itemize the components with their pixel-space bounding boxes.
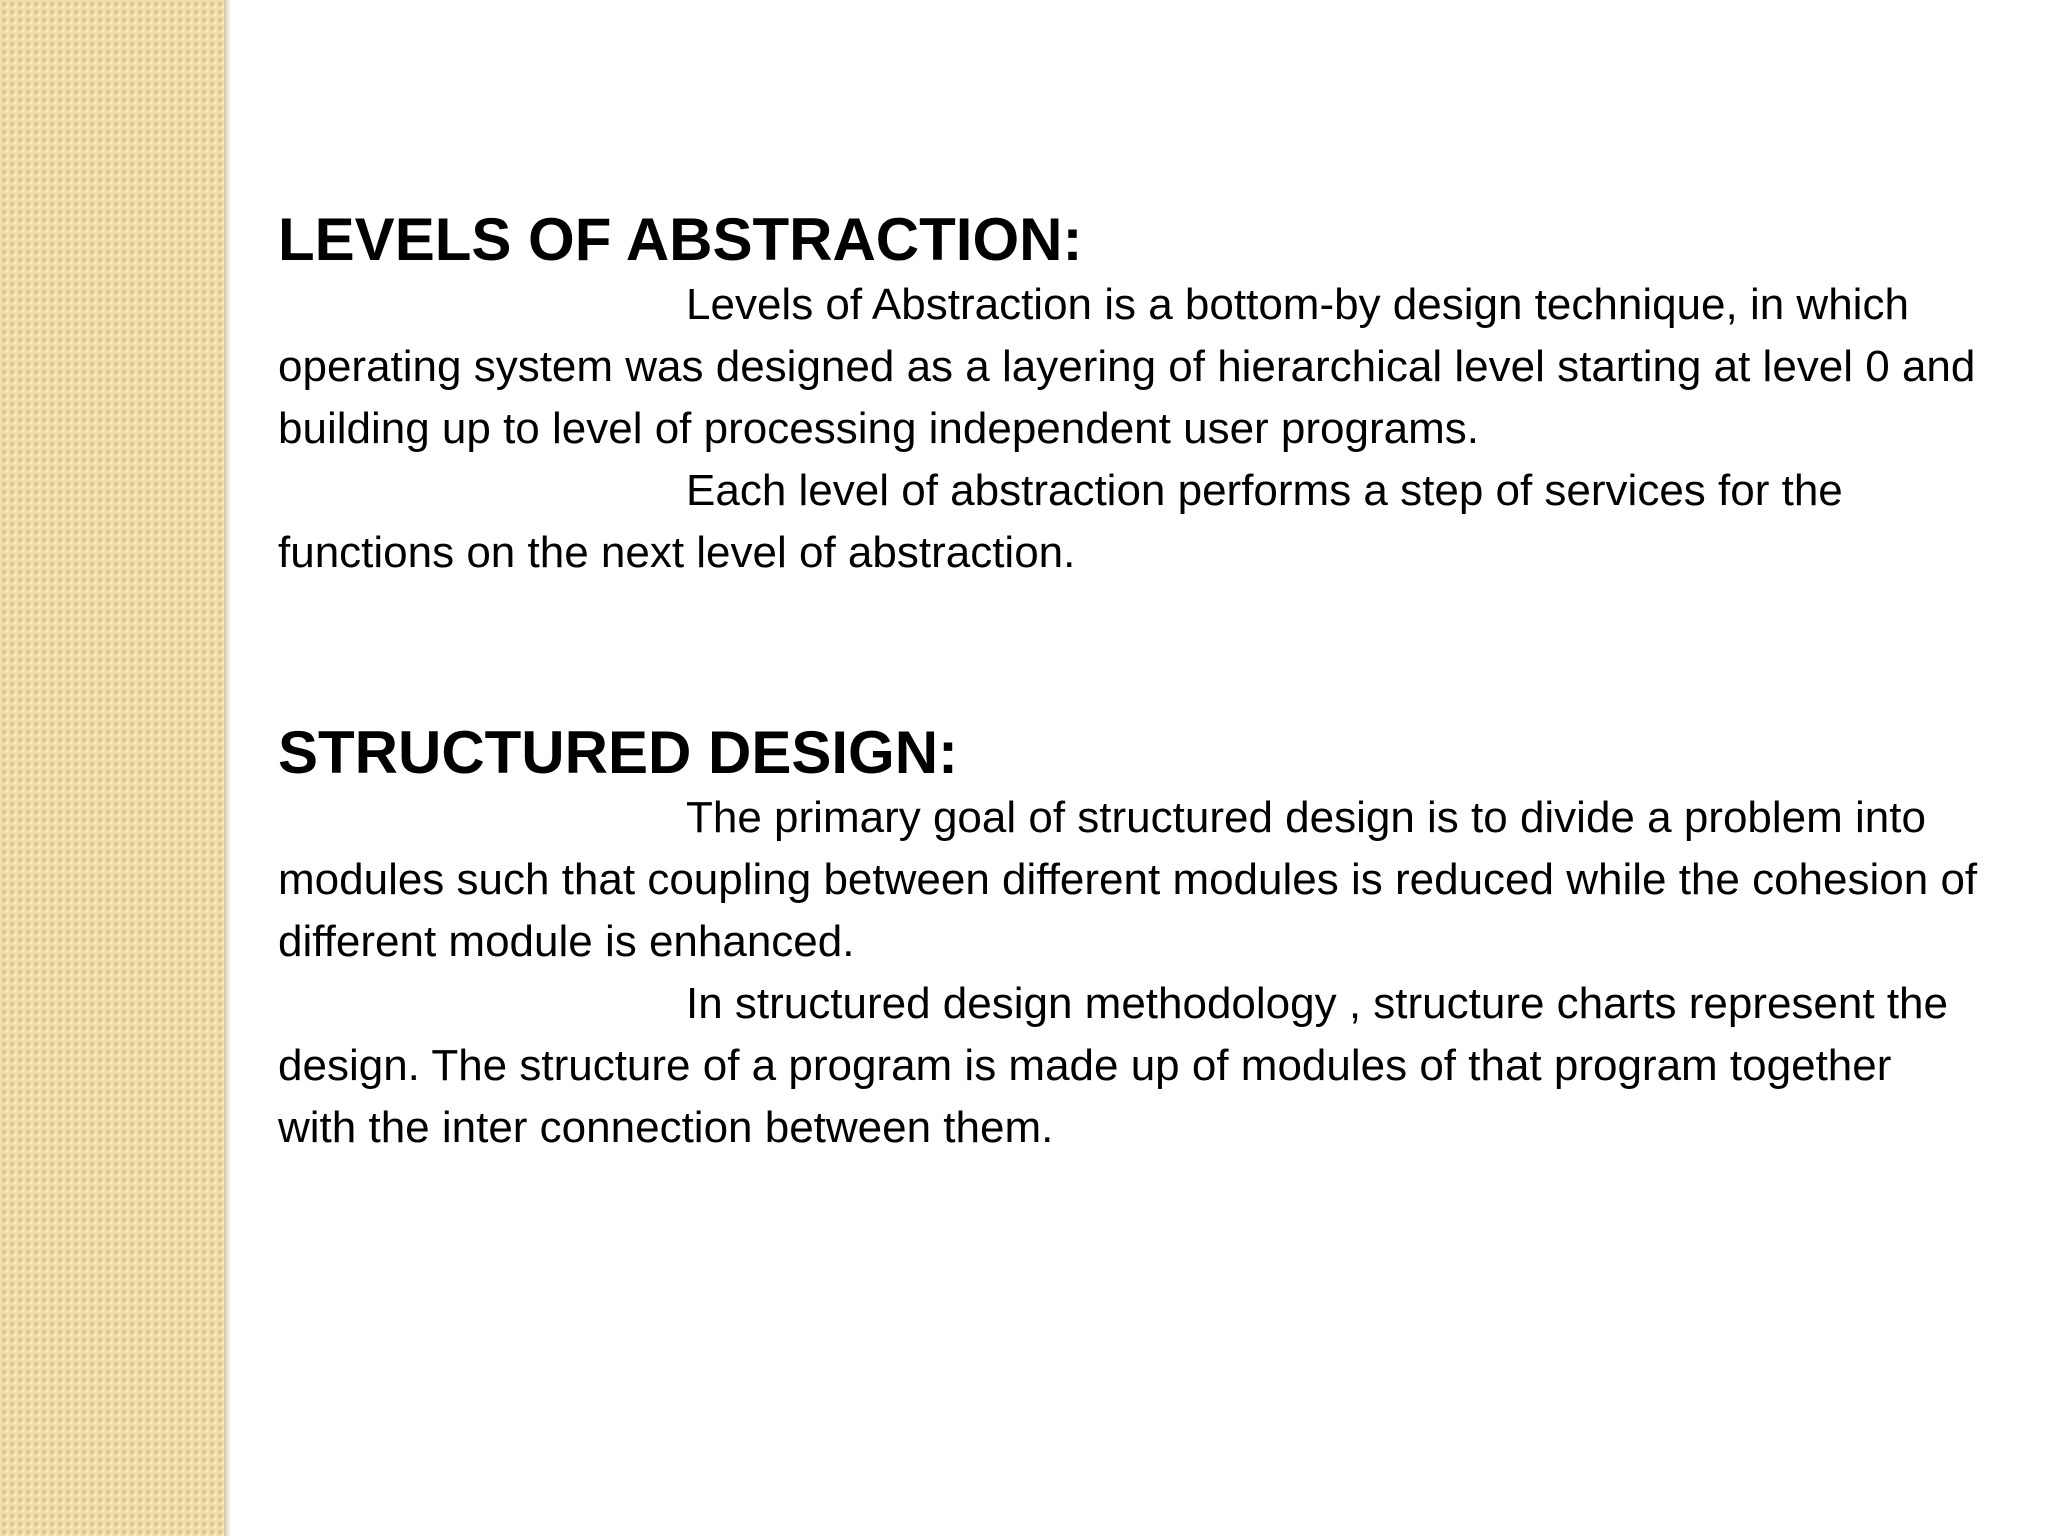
- paragraph: The primary goal of structured design is to divide a problem into modules such that coupling between different modules is reduced while the cohesion of different module is enhanced.: [278, 793, 1978, 966]
- section-title: LEVELS OF ABSTRACTION:: [278, 206, 1083, 273]
- slide-content: [278, 206, 1978, 1159]
- section-levels-of-abstraction: [278, 206, 1978, 584]
- paragraph: Levels of Abstraction is a bottom-by design technique, in which operating system was designed as a layering of hierarchical level starting at level 0 and building up to level of processing independent user programs.: [278, 280, 1976, 453]
- section-structured-design: [278, 719, 1978, 1159]
- decorative-side-band: [0, 0, 224, 1536]
- side-band-edge: [224, 0, 231, 1536]
- section-spacer: [278, 584, 1978, 719]
- paragraph: In structured design methodology , structure charts represent the design. The structure of a program is made up of modules of that program together with the inter connection between them.: [278, 979, 1948, 1152]
- section-title: STRUCTURED DESIGN:: [278, 719, 959, 786]
- paragraph: Each level of abstraction performs a step of services for the functions on the next level of abstraction.: [278, 466, 1843, 577]
